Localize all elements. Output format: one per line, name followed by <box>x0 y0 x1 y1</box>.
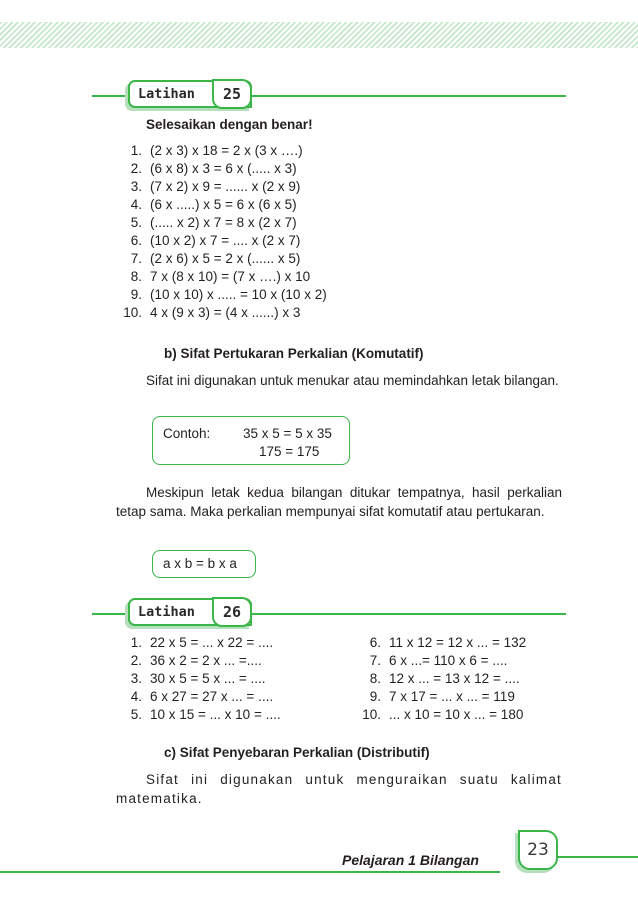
latihan-25-instruction: Selesaikan dengan benar! <box>146 117 313 132</box>
latihan-25-number: 25 <box>212 79 252 109</box>
list-item: 2. 36 x 2 = 2 x ... =.... <box>130 653 262 668</box>
footer-rule-left <box>0 871 500 873</box>
latihan-26-badge <box>128 598 252 626</box>
latihan-26-rule-right <box>250 613 566 615</box>
section-b-heading: b) Sifat Pertukaran Perkalian (Komutatif) <box>164 346 424 361</box>
list-item: 8. 12 x ... = 13 x 12 = .... <box>369 671 520 686</box>
example-label: Contoh: <box>163 426 211 441</box>
latihan-25-rule-right <box>250 95 566 97</box>
list-item: 7. 6 x ...= 110 x 6 = .... <box>369 653 508 668</box>
list-item: 4. (6 x .....) x 5 = 6 x (6 x 5) <box>130 197 297 212</box>
list-item: 7. (2 x 6) x 5 = 2 x (...... x 5) <box>130 251 301 266</box>
example-line-1: 35 x 5 = 5 x 35 <box>243 426 332 441</box>
list-item: 10. 4 x (9 x 3) = (4 x ......) x 3 <box>123 305 301 320</box>
footer-title: Pelajaran 1 Bilangan <box>342 852 479 868</box>
list-item: 5. (..... x 2) x 7 = 8 x (2 x 7) <box>130 215 297 230</box>
latihan-26-number: 26 <box>212 597 252 627</box>
list-item: 10. ... x 10 = 10 x ... = 180 <box>362 707 524 722</box>
list-item: 9. 7 x 17 = ... x ... = 119 <box>369 689 515 704</box>
latihan-26-rule-left <box>92 613 132 615</box>
page-number: 23 <box>518 830 558 870</box>
list-item: 6. 11 x 12 = 12 x ... = 132 <box>369 635 527 650</box>
list-item: 4. 6 x 27 = 27 x ... = .... <box>130 689 274 704</box>
list-item: 1. (2 x 3) x 18 = 2 x (3 x ….) <box>130 143 303 158</box>
section-b-intro: Sifat ini digunakan untuk menukar atau memindahkan letak bilangan. <box>146 373 559 388</box>
list-item: 3. (7 x 2) x 9 = ...... x (2 x 9) <box>130 179 301 194</box>
latihan-25-badge <box>128 80 252 108</box>
section-b-paragraph: Meskipun letak kedua bilangan ditukar tempatnya, hasil perkalian tetap sama. Maka perkalian mempunyai sifat komutatif atau pertukaran. <box>116 485 562 519</box>
decorative-top-band <box>0 22 638 48</box>
list-item: 9. (10 x 10) x ..... = 10 x (10 x 2) <box>130 287 327 302</box>
list-item: 5. 10 x 15 = ... x 10 = .... <box>130 707 281 722</box>
section-c-heading: c) Sifat Penyebaran Perkalian (Distributif) <box>164 745 430 760</box>
section-c-intro: Sifat ini digunakan untuk menguraikan suatu kalimat matematika. <box>116 772 562 806</box>
list-item: 2. (6 x 8) x 3 = 6 x (..... x 3) <box>130 161 297 176</box>
list-item: 1. 22 x 5 = ... x 22 = .... <box>130 635 274 650</box>
latihan-25-rule-left <box>92 95 132 97</box>
list-item: 8. 7 x (8 x 10) = (7 x ….) x 10 <box>130 269 311 284</box>
formula-text: a x b = b x a <box>163 556 237 571</box>
example-box <box>152 416 350 465</box>
latihan-25-label: Latihan <box>138 86 195 102</box>
list-item: 6. (10 x 2) x 7 = .... x (2 x 7) <box>130 233 301 248</box>
example-line-2: 175 = 175 <box>259 444 320 459</box>
footer-rule-right <box>556 856 638 858</box>
latihan-26-label: Latihan <box>138 604 195 620</box>
formula-box <box>152 550 256 578</box>
list-item: 3. 30 x 5 = 5 x ... = .... <box>130 671 266 686</box>
